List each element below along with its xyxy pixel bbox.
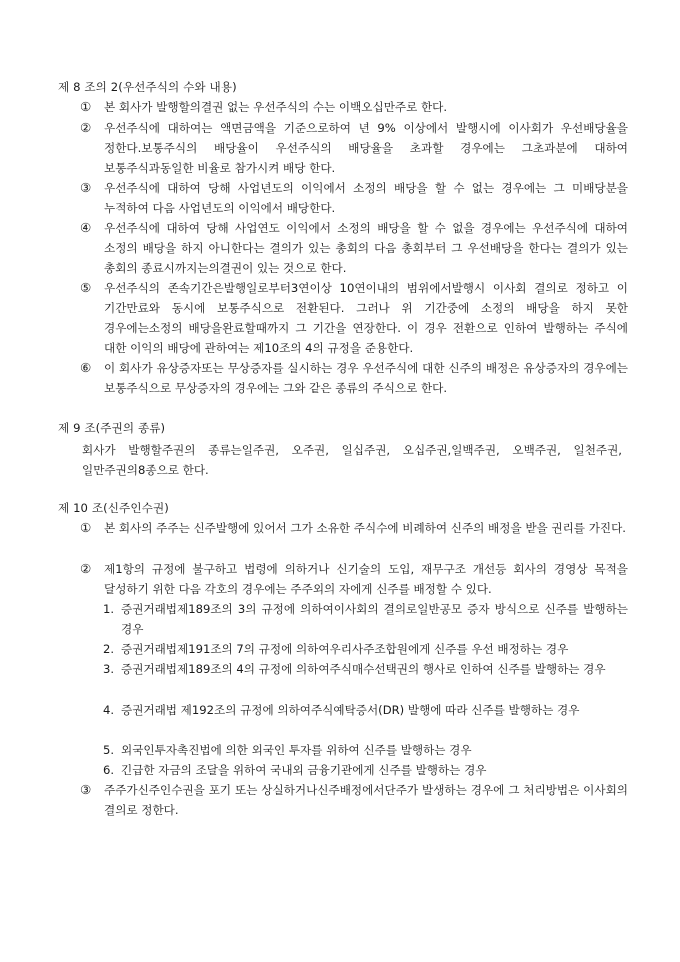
article-10-item-3 — [80, 780, 628, 820]
subitem-marker: 5. — [103, 743, 115, 757]
item-marker: ② — [80, 120, 92, 135]
article-10-subitem-1 — [103, 599, 628, 639]
subitem-marker: 3. — [103, 662, 115, 676]
article-9-text: 회사가 발행할주권의 종류는일주권, 오주권, 일십주권, 오십주권,일백주권, 오백주권, 일천주권, 일만주권의8종으로 한다. — [82, 443, 622, 477]
article-10-subitem-2 — [103, 639, 628, 659]
item-text: 이 회사가 유상증자또는 무상증자를 실시하는 경우 우선주식에 대한 신주의 배정은 유상증자의 경우에는 보통주식으로 무상증자의 경우에는 그와 같은 종류의 주식으로 한다. — [104, 361, 628, 395]
item-text: 주주가신주인수권을 포기 또는 상실하거나신주배정에서단주가 발생하는 경우에 그 처리방법은 이사회의 결의로 정한다. — [104, 783, 628, 817]
article-8-2-item-3 — [80, 178, 628, 218]
subitem-marker: 4. — [103, 703, 115, 717]
article-10-item-1 — [80, 518, 628, 538]
article-10-item-2 — [80, 559, 628, 599]
item-text: 본 회사의 주주는 신주발행에 있어서 그가 소유한 주식수에 비례하여 신주의 배정을 받을 권리를 가진다. — [104, 521, 626, 535]
item-text: 제1항의 규정에 불구하고 법령에 의하거나 신기술의 도입, 재무구조 개선등 회사의 경영상 목적을 달성하기 위한 다음 각호의 경우에는 주주외의 자에게 신주를 배정할 수 있다. — [104, 562, 628, 596]
article-10-subitem-5 — [103, 740, 628, 760]
article-8-2-item-6 — [80, 358, 628, 398]
article-8-2-item-5 — [80, 278, 628, 358]
article-8-2-item-1 — [80, 97, 628, 117]
subitem-text: 증권거래법제189조의 3의 규정에 의하여이사회의 결의로일반공모 증자 방식으로 신주를 발행하는 경우 — [121, 602, 628, 636]
subitem-text: 증권거래법 제192조의 규정에 의하여주식예탁증서(DR) 발행에 따라 신주를 발행하는 경우 — [121, 703, 580, 717]
item-marker: ④ — [80, 220, 92, 235]
item-text: 우선주식에 대하여는 액면금액을 기준으로하여 년 9% 이상에서 발행시에 이사회가 우선배당율을 정한다.보통주식의 배당율이 우선주식의 배당율을 초과할 경우에는 그초과분에 대하여 보통주식과동일한 비율로 참가시켜 배당 한다. — [104, 121, 628, 175]
article-9-heading: 제 9 조(주권의 종류) — [58, 421, 166, 435]
subitem-marker: 2. — [103, 642, 115, 656]
item-text: 우선주식의 존속기간은발행일로부터3연이상 10연이내의 범위에서발행시 이사회 결의로 정하고 이 기간만료와 동시에 보통주식으로 전환된다. 그러나 위 기간중에 소정의 배당을 하지 못한 경우에는소정의 배당을완료할때까지 그 기간을 연장한다. 이 경우 전환으로 인하여 발행하는 주식에 대한 이익의 배당에 관하여는 제10조의 4의 규정을 준용한다. — [104, 281, 628, 355]
item-marker: ⑤ — [80, 280, 92, 295]
item-marker: ② — [80, 561, 92, 576]
article-8-2-item-2 — [80, 118, 628, 178]
item-text: 우선주식에 대하여 당해 사업연도 이익에서 소정의 배당을 할 수 없을 경우에는 우선주식에 대하여 소정의 배당을 하지 아니한다는 결의가 있는 총회의 다음 총회부터 그 우선배당을 한다는 결의가 있는 총회의 종료시까지는의결권이 있는 것으로 한다. — [104, 221, 628, 275]
subitem-marker: 1. — [103, 602, 115, 616]
item-text: 본 회사가 발행할의결권 없는 우선주식의 수는 이백오십만주로 한다. — [104, 100, 448, 114]
item-text: 우선주식에 대하여 당해 사업년도의 이익에서 소정의 배당을 할 수 없는 경우에는 그 미배당분을 누적하여 다음 사업년도의 이익에서 배당한다. — [104, 181, 628, 215]
article-8-2-heading: 제 8 조의 2(우선주식의 수와 내용) — [58, 80, 237, 94]
article-8-2-item-4 — [80, 218, 628, 278]
item-marker: ③ — [80, 180, 92, 195]
article-10-heading: 제 10 조(신주인수권) — [58, 501, 169, 515]
subitem-marker: 6. — [103, 763, 115, 777]
subitem-text: 외국인투자촉진법에 의한 외국인 투자를 위하여 신주를 발행하는 경우 — [121, 743, 472, 757]
article-10-subitem-6 — [103, 760, 628, 780]
item-marker: ③ — [80, 782, 92, 797]
article-10-subitem-4 — [103, 700, 628, 720]
subitem-text: 증권거래법제189조의 4의 규정에 의하여주식매수선택권의 행사로 인하여 신주를 발행하는 경우 — [121, 662, 606, 676]
subitem-text: 증권거래법제191조의 7의 규정에 의하여우리사주조합원에게 신주를 우선 배정하는 경우 — [121, 642, 569, 656]
item-marker: ⑥ — [80, 360, 92, 375]
item-marker: ① — [80, 99, 92, 114]
subitem-text: 긴급한 자금의 조달을 위하여 국내외 금융기관에게 신주를 발행하는 경우 — [121, 763, 487, 777]
item-marker: ① — [80, 520, 92, 535]
article-10-subitem-3 — [103, 659, 628, 679]
